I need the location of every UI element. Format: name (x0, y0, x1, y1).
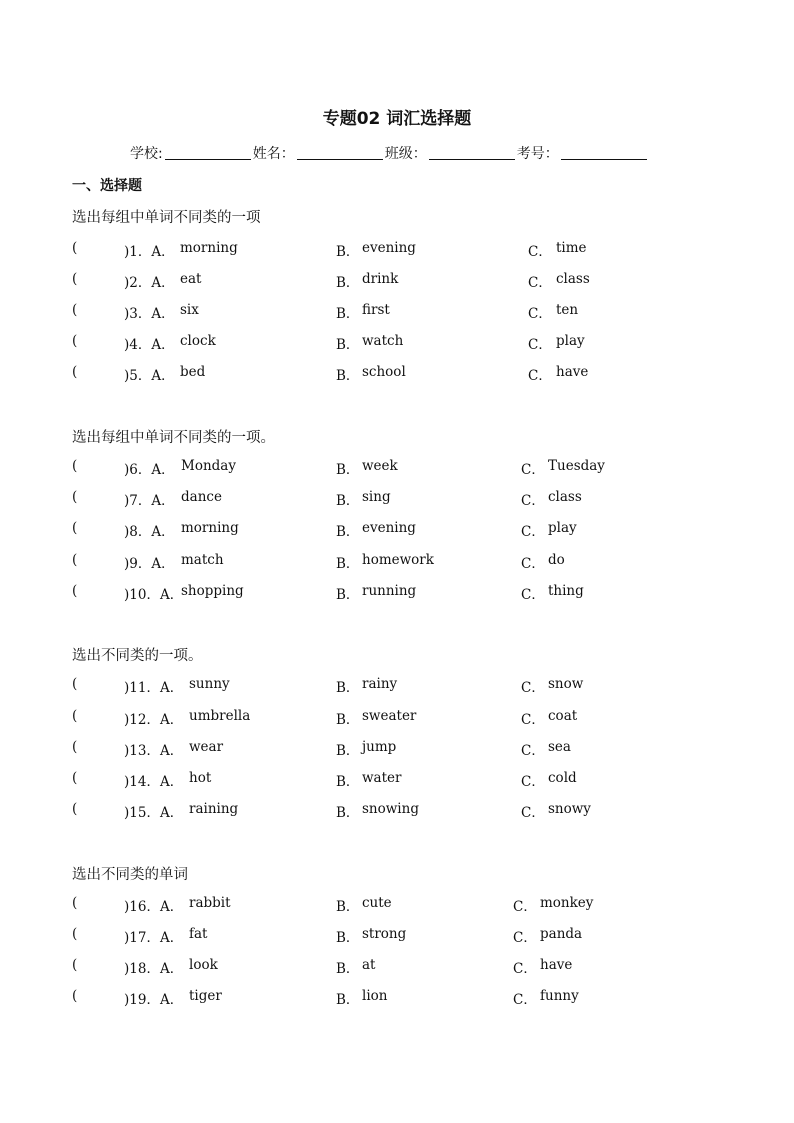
group-instruction: 选出每组中单词不同类的一项。 (72, 430, 275, 446)
option-a: raining (189, 801, 239, 817)
option-c-label: C． (513, 899, 537, 915)
option-b: sweater (362, 708, 417, 724)
option-b: jump (362, 739, 397, 755)
question-row (0, 520, 794, 540)
question-row (0, 240, 794, 260)
question-number: )8．A． (124, 524, 175, 540)
question-row (0, 583, 794, 603)
answer-paren-open: ( (72, 583, 78, 599)
answer-paren-open: ( (72, 271, 78, 287)
option-b: at (362, 957, 376, 973)
option-c: sea (548, 739, 571, 755)
option-b-label: B． (336, 275, 360, 291)
question-row (0, 302, 794, 322)
option-b-label: B． (336, 743, 360, 759)
option-c-label: C． (521, 712, 545, 728)
option-c: thing (548, 583, 584, 599)
section-heading: 一、选择题 (72, 178, 142, 194)
option-b: week (362, 458, 398, 474)
question-number: )12．A． (124, 712, 184, 728)
option-b: watch (362, 333, 404, 349)
question-row (0, 926, 794, 946)
option-b-label: B． (336, 462, 360, 478)
option-a: six (180, 302, 199, 318)
class-label: 班级： (384, 146, 427, 162)
option-b: drink (362, 271, 399, 287)
option-c-label: C． (528, 244, 552, 260)
option-c: time (556, 240, 587, 256)
option-a: wear (189, 739, 224, 755)
answer-paren-open: ( (72, 801, 78, 817)
question-row (0, 271, 794, 291)
school-label: 学校: (130, 146, 163, 162)
question-number: )7．A． (124, 493, 175, 509)
option-b-label: B． (336, 556, 360, 572)
option-c: snowy (548, 801, 591, 817)
question-row (0, 801, 794, 821)
answer-paren-open: ( (72, 333, 78, 349)
option-c: funny (540, 988, 579, 1004)
question-number: )2．A． (124, 275, 175, 291)
group-instruction: 选出不同类的一项。 (72, 648, 203, 664)
answer-paren-open: ( (72, 240, 78, 256)
option-a: umbrella (189, 708, 251, 724)
option-b-label: B． (336, 961, 360, 977)
student-info-line (130, 143, 730, 163)
option-c-label: C． (521, 556, 545, 572)
option-b-label: B． (336, 493, 360, 509)
question-number: )13．A． (124, 743, 184, 759)
option-b: lion (362, 988, 388, 1004)
option-b: snowing (362, 801, 419, 817)
option-b-label: B． (336, 992, 360, 1008)
option-b: first (362, 302, 390, 318)
option-c-label: C． (521, 587, 545, 603)
question-row (0, 489, 794, 509)
answer-paren-open: ( (72, 552, 78, 568)
option-c: play (548, 520, 577, 536)
option-b-label: B． (336, 524, 360, 540)
question-row (0, 739, 794, 759)
option-a: bed (180, 364, 206, 380)
school-blank (165, 145, 251, 160)
option-b: cute (362, 895, 392, 911)
option-a: sunny (189, 676, 230, 692)
option-b: running (362, 583, 417, 599)
answer-paren-open: ( (72, 770, 78, 786)
option-c: coat (548, 708, 578, 724)
option-c-label: C． (521, 805, 545, 821)
option-c: snow (548, 676, 584, 692)
option-c-label: C． (521, 774, 545, 790)
group-instruction: 选出不同类的单词 (72, 867, 188, 883)
option-a: dance (181, 489, 222, 505)
question-number: )5．A． (124, 368, 175, 384)
option-c: class (548, 489, 582, 505)
option-c: class (556, 271, 590, 287)
option-c: have (540, 957, 573, 973)
name-blank (297, 145, 383, 160)
answer-paren-open: ( (72, 676, 78, 692)
answer-paren-open: ( (72, 458, 78, 474)
answer-paren-open: ( (72, 957, 78, 973)
option-b: water (362, 770, 402, 786)
option-c: do (548, 552, 565, 568)
answer-paren-open: ( (72, 708, 78, 724)
question-number: )4．A． (124, 337, 175, 353)
question-number: )17．A． (124, 930, 184, 946)
option-a: look (189, 957, 218, 973)
option-c-label: C． (513, 992, 537, 1008)
option-c-label: C． (521, 743, 545, 759)
option-b-label: B． (336, 712, 360, 728)
option-b-label: B． (336, 368, 360, 384)
option-b-label: B． (336, 337, 360, 353)
option-c: play (556, 333, 585, 349)
option-c-label: C． (521, 462, 545, 478)
question-number: )18．A． (124, 961, 184, 977)
question-row (0, 708, 794, 728)
question-row (0, 957, 794, 977)
option-b: school (362, 364, 406, 380)
option-a: match (181, 552, 224, 568)
question-number: )11．A． (124, 680, 184, 696)
option-b: evening (362, 520, 416, 536)
question-row (0, 364, 794, 384)
question-number: )16．A． (124, 899, 184, 915)
option-a: Monday (181, 458, 236, 474)
group-instruction: 选出每组中单词不同类的一项 (72, 210, 261, 226)
exam-number-label: 考号： (516, 146, 559, 162)
question-number: )1．A． (124, 244, 175, 260)
question-row (0, 676, 794, 696)
question-number: )19．A． (124, 992, 184, 1008)
question-number: )9．A． (124, 556, 175, 572)
option-b: sing (362, 489, 391, 505)
option-a: tiger (189, 988, 222, 1004)
option-a: rabbit (189, 895, 231, 911)
option-b-label: B． (336, 899, 360, 915)
option-c-label: C． (513, 930, 537, 946)
option-a: hot (189, 770, 212, 786)
option-c-label: C． (528, 275, 552, 291)
option-a: morning (180, 240, 238, 256)
option-b-label: B． (336, 244, 360, 260)
question-row (0, 770, 794, 790)
option-b: homework (362, 552, 434, 568)
option-c-label: C． (528, 368, 552, 384)
option-c-label: C． (521, 493, 545, 509)
option-c: Tuesday (548, 458, 605, 474)
option-b-label: B． (336, 774, 360, 790)
option-b-label: B． (336, 306, 360, 322)
question-row (0, 333, 794, 353)
name-label: 姓名： (252, 146, 295, 162)
answer-paren-open: ( (72, 520, 78, 536)
option-b: strong (362, 926, 407, 942)
option-b: rainy (362, 676, 398, 692)
answer-paren-open: ( (72, 895, 78, 911)
answer-paren-open: ( (72, 988, 78, 1004)
option-c-label: C． (521, 524, 545, 540)
option-c: have (556, 364, 589, 380)
question-row (0, 458, 794, 478)
option-c: ten (556, 302, 579, 318)
question-number: )14．A． (124, 774, 184, 790)
class-blank (429, 145, 515, 160)
option-b-label: B． (336, 587, 360, 603)
option-c: panda (540, 926, 583, 942)
option-b-label: B． (336, 805, 360, 821)
option-c-label: C． (528, 337, 552, 353)
option-a: eat (180, 271, 202, 287)
exam-number-blank (561, 145, 647, 160)
option-b: evening (362, 240, 416, 256)
option-a: fat (189, 926, 208, 942)
option-a: morning (181, 520, 239, 536)
answer-paren-open: ( (72, 302, 78, 318)
option-c-label: C． (528, 306, 552, 322)
question-row (0, 552, 794, 572)
answer-paren-open: ( (72, 364, 78, 380)
question-row (0, 895, 794, 915)
option-c: cold (548, 770, 577, 786)
answer-paren-open: ( (72, 739, 78, 755)
answer-paren-open: ( (72, 926, 78, 942)
option-a: clock (180, 333, 216, 349)
answer-paren-open: ( (72, 489, 78, 505)
question-number: )15．A． (124, 805, 184, 821)
option-b-label: B． (336, 680, 360, 696)
question-row (0, 988, 794, 1008)
option-c-label: C． (521, 680, 545, 696)
question-number: )3．A． (124, 306, 175, 322)
question-number: )6．A． (124, 462, 175, 478)
page-title: 专题02 词汇选择题 (322, 109, 472, 129)
question-number: )10．A． (124, 587, 184, 603)
option-c-label: C． (513, 961, 537, 977)
option-a: shopping (181, 583, 244, 599)
option-b-label: B． (336, 930, 360, 946)
option-c: monkey (540, 895, 594, 911)
